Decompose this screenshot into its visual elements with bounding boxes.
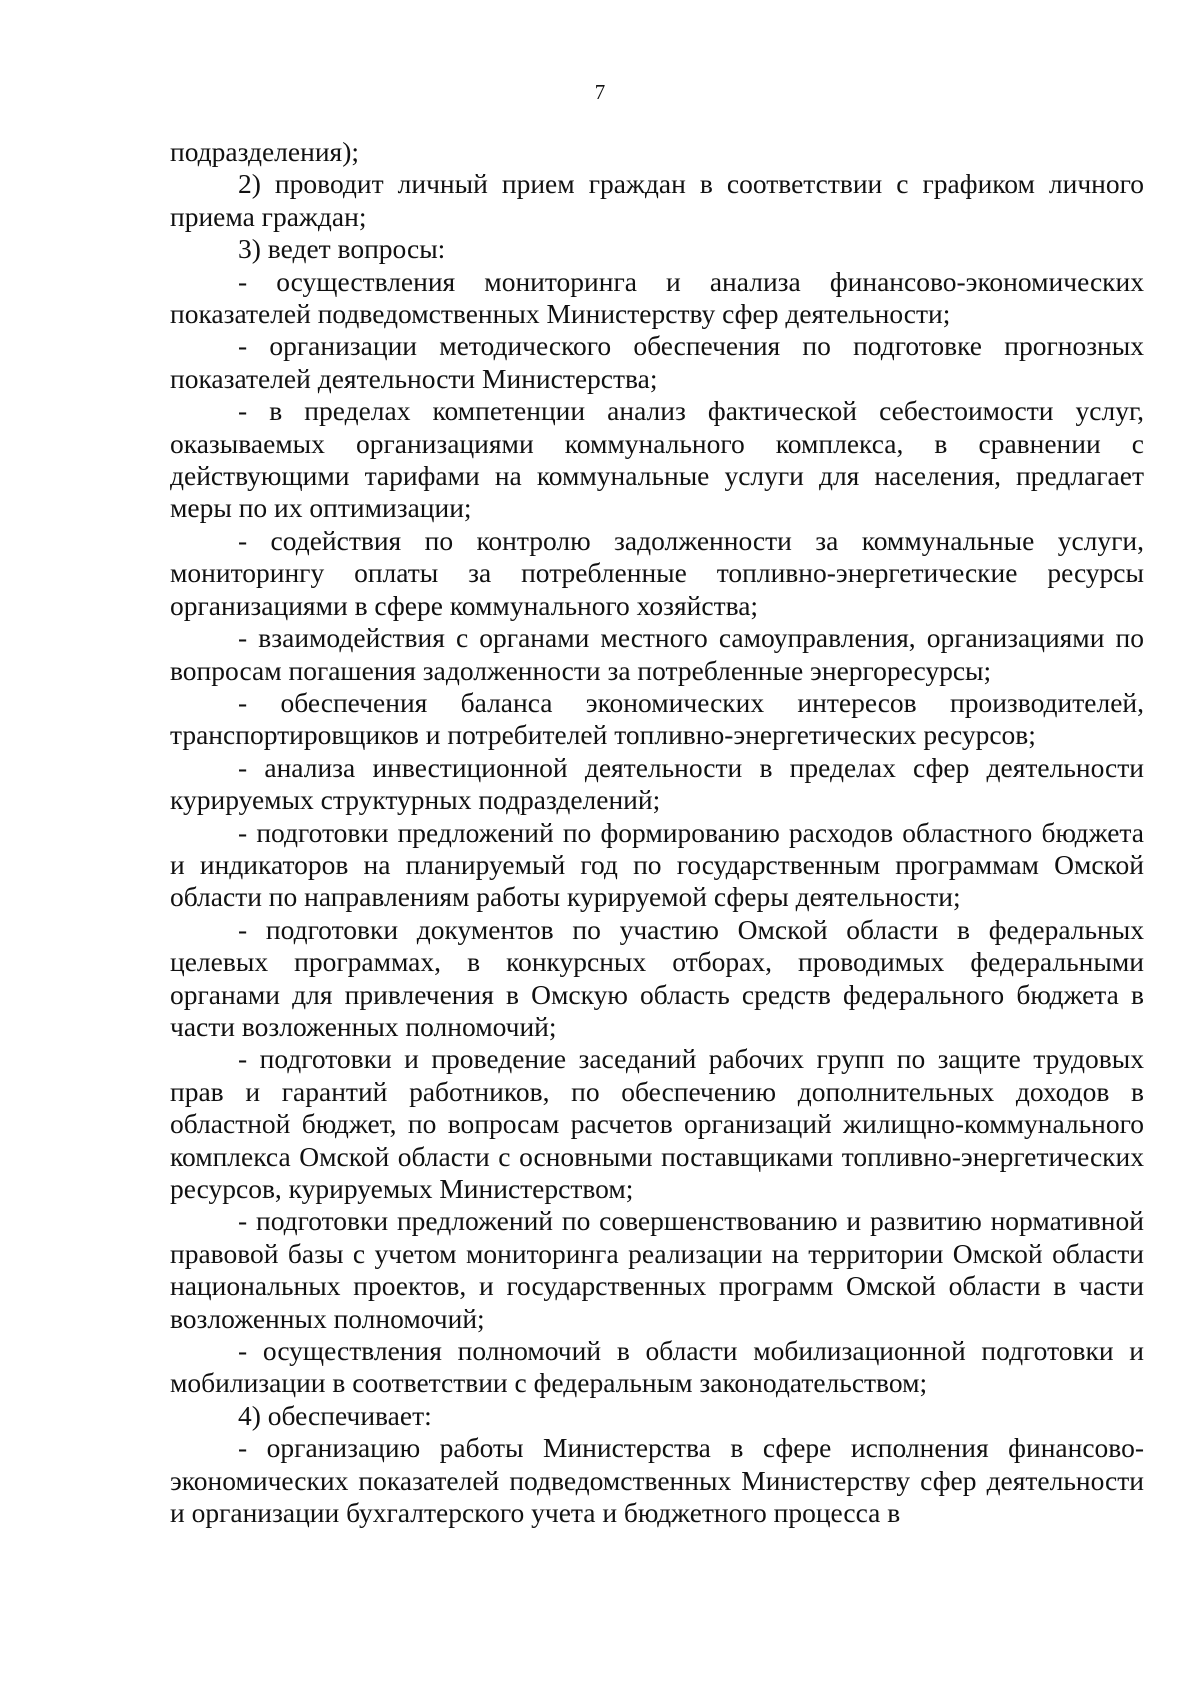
paragraph: - подготовки документов по участию Омской области в федеральных целевых программах, в конкурсных отборах, проводимых федеральными органами для привлечения в Омскую область средств федерального бюджета в части возложенных полномочий; (170, 913, 1144, 1042)
document-body (170, 136, 1144, 1529)
paragraph: - организации методического обеспечения по подготовке прогнозных показателей деятельности Министерства; (170, 330, 1144, 394)
paragraph: - содействия по контролю задолженности за коммунальные услуги, мониторингу оплаты за потребленные топливно-энергетические ресурсы организациями в сфере коммунального хозяйства; (170, 524, 1144, 621)
paragraph: - в пределах компетенции анализ фактической себестоимости услуг, оказываемых организациями коммунального комплекса, в сравнении с действующими тарифами на коммунальные услуги для населения, предлагает меры по их оптимизации; (170, 395, 1144, 524)
paragraph: - организацию работы Министерства в сфере исполнения финансово-экономических показателей подведомственных Министерству сфер деятельности и организации бухгалтерского учета и бюджетного процесса в (170, 1432, 1144, 1529)
paragraph: 2) проводит личный прием граждан в соответствии с графиком личного приема граждан; (170, 168, 1144, 232)
paragraph: - осуществления полномочий в области мобилизационной подготовки и мобилизации в соответствии с федеральным законодательством; (170, 1335, 1144, 1399)
paragraph: - подготовки предложений по формированию расходов областного бюджета и индикаторов на планируемый год по государственным программам Омской области по направлениям работы курируемой сферы деятельности; (170, 816, 1144, 913)
paragraph: - осуществления мониторинга и анализа финансово-экономических показателей подведомственных Министерству сфер деятельности; (170, 265, 1144, 330)
paragraph: 3) ведет вопросы: (238, 233, 446, 265)
paragraph: - обеспечения баланса экономических интересов производителей, транспортировщиков и потребителей топливно-энергетических ресурсов; (170, 686, 1144, 751)
page-number: 7 (594, 80, 606, 104)
paragraph: подразделения); (170, 136, 359, 167)
paragraph: - подготовки предложений по совершенствованию и развитию нормативной правовой базы с учетом мониторинга реализации на территории Омской области национальных проектов, и государственных программ Омской области в части возложенных полномочий; (170, 1205, 1144, 1334)
paragraph: - подготовки и проведение заседаний рабочих групп по защите трудовых прав и гарантий работников, по обеспечению дополнительных доходов в областной бюджет, по вопросам расчетов организаций жилищно-коммунального комплекса Омской области с основными поставщиками топливно-энергетических ресурсов, курируемых Министерством; (170, 1043, 1144, 1204)
paragraph: - анализа инвестиционной деятельности в пределах сфер деятельности курируемых структурных подразделений; (170, 751, 1144, 816)
paragraph: 4) обеспечивает: (238, 1399, 432, 1431)
paragraph: - взаимодействия с органами местного самоуправления, организациями по вопросам погашения задолженности за потребленные энергоресурсы; (170, 622, 1144, 686)
